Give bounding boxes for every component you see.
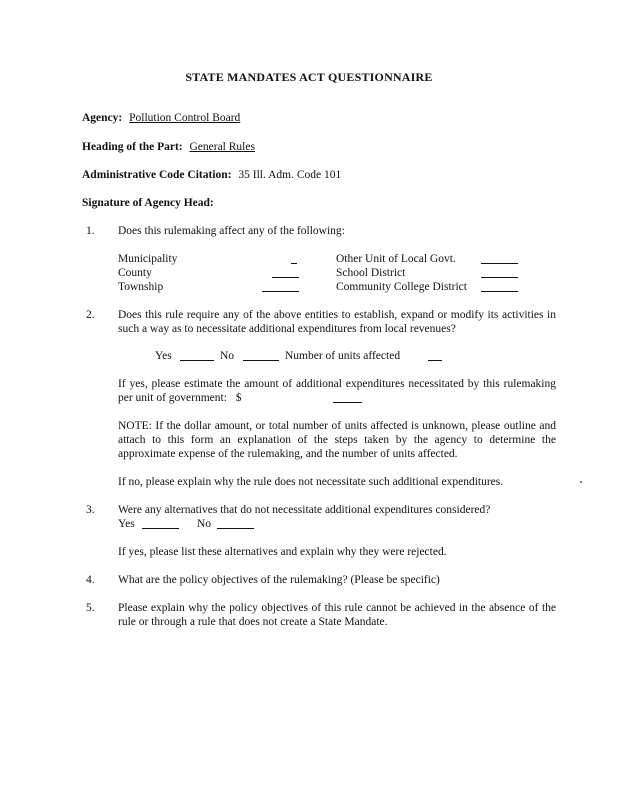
code-citation-label: Administrative Code Citation:	[82, 169, 232, 181]
signature-label: Signature of Agency Head:	[82, 197, 214, 209]
q2-no-blank	[243, 360, 279, 361]
document-title: STATE MANDATES ACT QUESTIONNAIRE	[185, 70, 433, 84]
q1-other-unit-blank	[481, 263, 518, 264]
q3-follow-up: If yes, please list these alternatives and explain why they were rejected.	[118, 546, 447, 558]
q2-yes-blank	[180, 360, 214, 361]
q2-dollar-sign: $	[235, 392, 242, 404]
heading-field	[82, 140, 255, 154]
q2-text: Does this rule require any of the above entities to establish, expand or modify its activities in such a way as to necessitate additional expenditures from local revenues?	[118, 309, 556, 335]
q2-units-blank	[428, 360, 442, 361]
q2-if-no: If no, please explain why the rule does not necessitate such additional expenditures.	[118, 476, 504, 488]
q2-note: NOTE: If the dollar amount, or total number of units affected is unknown, please outline and attach to this form an explanation of the steps taken by the agency to determine the approximate expense of the rulemaking, and the number of units affected.	[118, 420, 556, 460]
q2-estimate-text	[118, 377, 556, 405]
signature-field	[82, 196, 214, 210]
q3-yes-blank	[142, 528, 179, 529]
q1-item-township: Township	[118, 281, 164, 293]
q2-units-label: Number of units affected	[285, 350, 401, 362]
q1-county-blank	[272, 277, 299, 278]
q2-number: 2.	[86, 309, 95, 321]
q3-number: 3.	[86, 504, 95, 516]
q5-text: Please explain why the policy objectives of this rule cannot be achieved in the absence of the rule or through a rule that does not create a State Mandate.	[118, 602, 556, 628]
q1-item-municipality: Municipality	[118, 253, 178, 265]
q2-amount-blank	[333, 402, 362, 403]
q1-item-school-district: School District	[336, 267, 406, 279]
q1-school-district-blank	[481, 277, 518, 278]
heading-value: General Rules	[189, 141, 255, 153]
q1-community-college-blank	[481, 291, 518, 292]
q1-item-other-unit: Other Unit of Local Govt.	[336, 253, 456, 265]
q2-no-label: No	[220, 350, 235, 362]
q1-municipality-blank	[291, 263, 297, 264]
q2-yes-label: Yes	[155, 350, 172, 362]
q4-text: What are the policy objectives of the rulemaking? (Please be specific)	[118, 574, 440, 586]
q3-no-label: No	[197, 518, 212, 530]
q1-township-blank	[262, 291, 299, 292]
q3-no-blank	[217, 528, 254, 529]
q1-item-county: County	[118, 267, 152, 279]
q3-yes-label: Yes	[118, 518, 135, 530]
agency-label: Agency:	[82, 112, 123, 124]
q1-number: 1.	[86, 225, 95, 237]
q2-estimate-prompt: If yes, please estimate the amount of additional expenditures necessitated by this rulemaking per unit of government:	[118, 378, 556, 404]
q1-text: Does this rulemaking affect any of the following:	[118, 225, 345, 237]
scan-speck	[580, 481, 582, 483]
q5-number: 5.	[86, 602, 95, 614]
q4-number: 4.	[86, 574, 95, 586]
agency-value: Pollution Control Board	[129, 112, 241, 124]
code-citation-value: 35 Ill. Adm. Code 101	[238, 169, 342, 181]
code-citation-field	[82, 168, 341, 182]
heading-label: Heading of the Part:	[82, 141, 183, 153]
agency-field	[82, 111, 240, 125]
q1-item-community-college: Community College District	[336, 281, 467, 293]
q3-text: Were any alternatives that do not necessitate additional expenditures considered?	[118, 504, 491, 516]
